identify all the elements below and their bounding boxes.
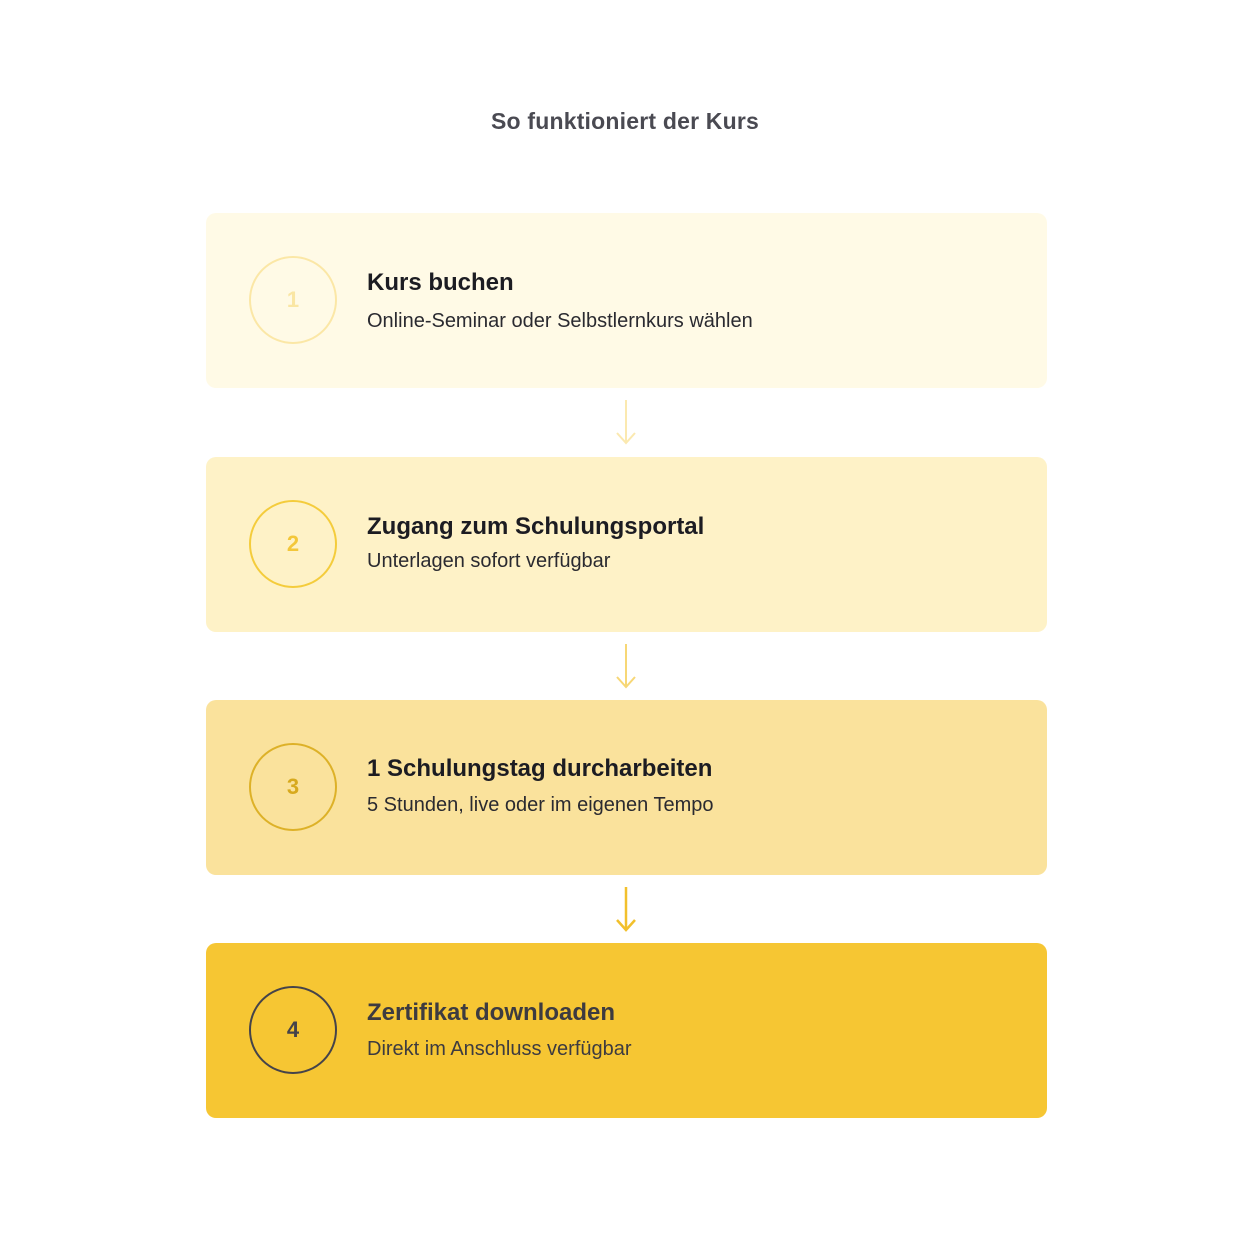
step-number-circle: 2 xyxy=(249,500,337,588)
step-description: Direkt im Anschluss verfügbar xyxy=(367,1038,632,1060)
step-heading: 1 Schulungstag durcharbeiten xyxy=(367,755,713,782)
step-number-circle: 1 xyxy=(249,256,337,344)
arrow-down-icon xyxy=(614,642,638,690)
step-number-circle: 3 xyxy=(249,743,337,831)
arrow-down-icon xyxy=(614,885,638,933)
step-description: 5 Stunden, live oder im eigenen Tempo xyxy=(367,794,714,816)
step-heading: Zugang zum Schulungsportal xyxy=(367,513,705,540)
arrow-down-icon xyxy=(614,398,638,446)
step-heading: Zertifikat downloaden xyxy=(367,999,616,1026)
step-heading: Kurs buchen xyxy=(367,269,514,296)
step-number-circle: 4 xyxy=(249,986,337,1074)
step-description: Unterlagen sofort verfügbar xyxy=(367,550,611,572)
step-card-1 xyxy=(206,213,1047,388)
step-card-4 xyxy=(206,943,1047,1118)
step-card-3 xyxy=(206,700,1047,875)
step-description: Online-Seminar oder Selbstlernkurs wählen xyxy=(367,310,753,332)
step-card-2 xyxy=(206,457,1047,632)
page-title: So funktioniert der Kurs xyxy=(490,108,760,134)
